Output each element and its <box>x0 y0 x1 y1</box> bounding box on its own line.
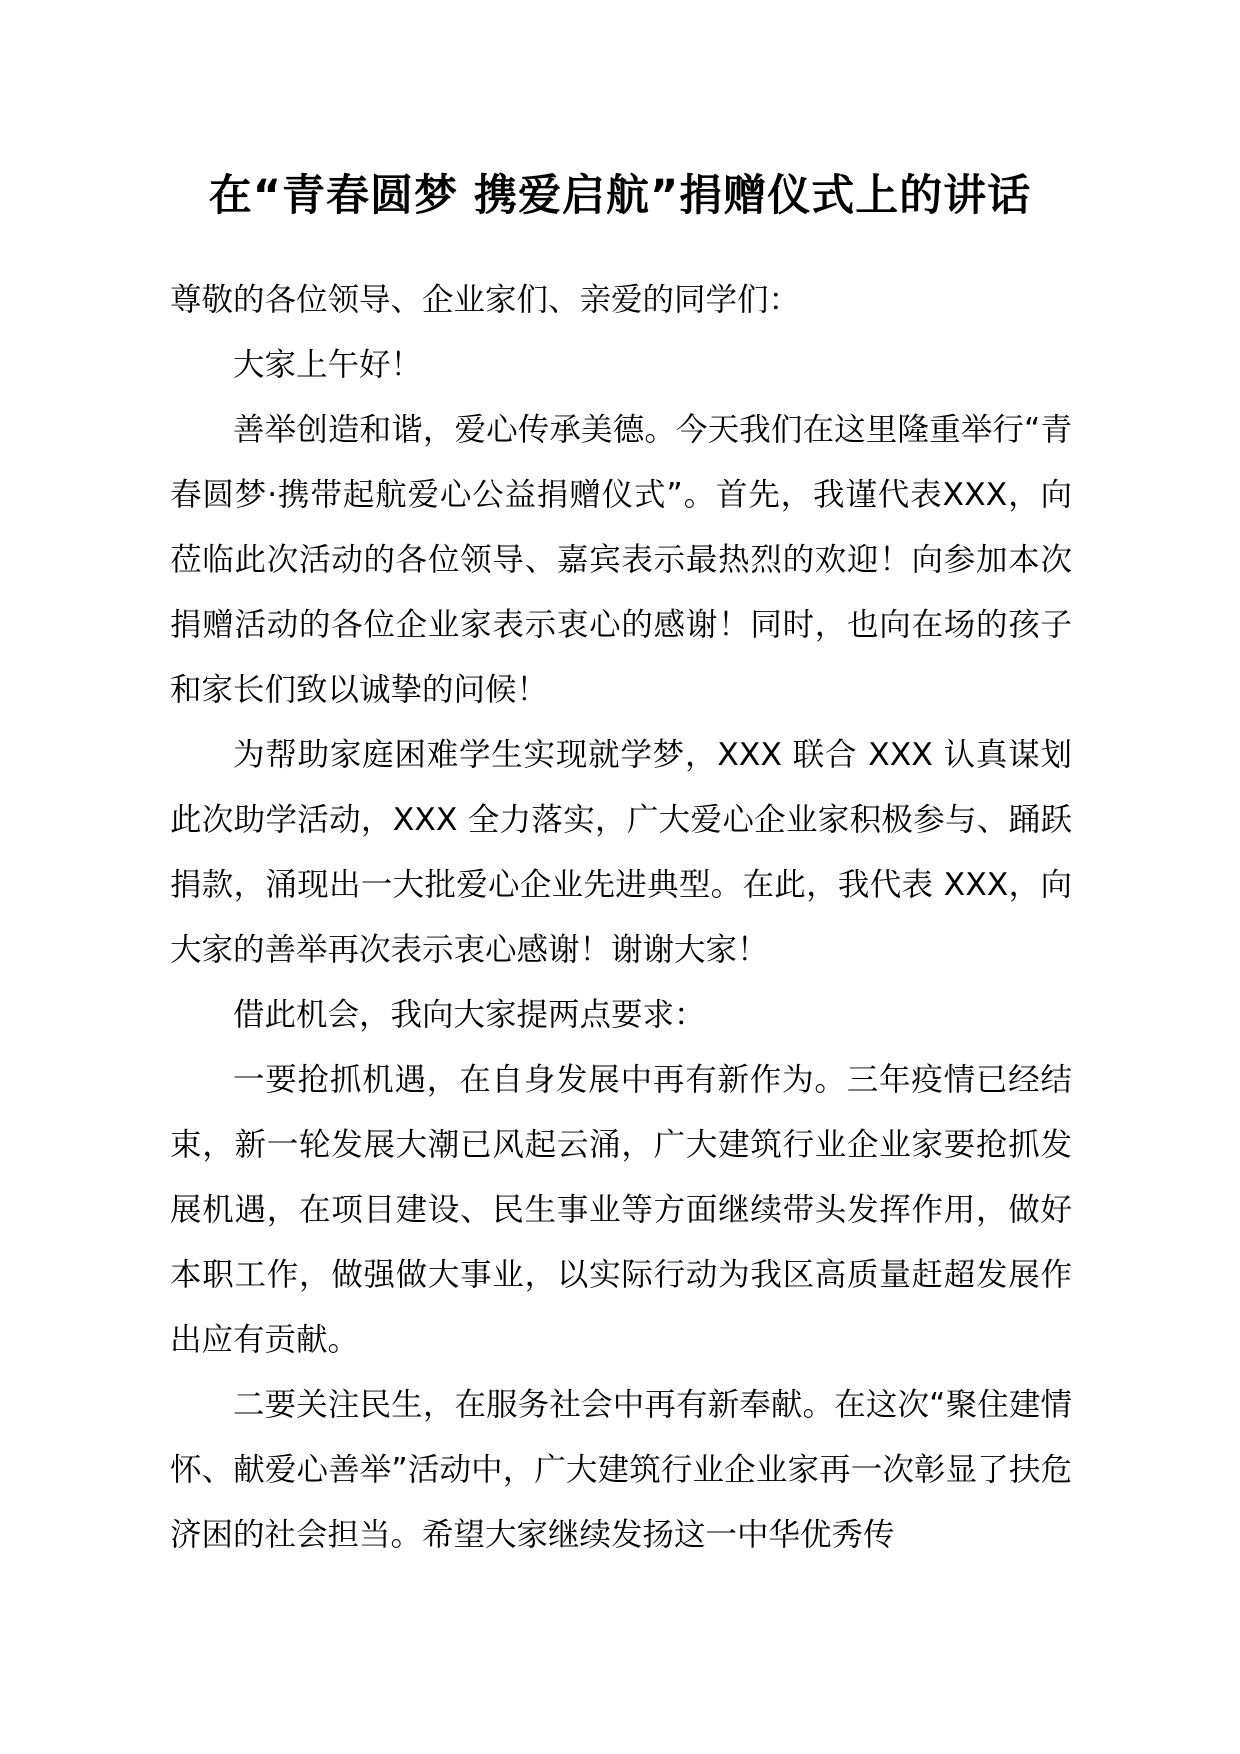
document-title: 在“青春圆梦 携爱启航”捐赠仪式上的讲话 <box>208 171 1032 221</box>
paragraph-greeting: 大家上午好！ <box>233 347 423 383</box>
salutation: 尊敬的各位领导、企业家们、亲爱的同学们： <box>170 282 801 318</box>
paragraph-thanks: 为帮助家庭困难学生实现就学梦，XXX 联合 XXX 认真谋划此次助学活动，XXX 全力落实，广大爱心企业家积极参与、踊跃捐款，涌现出一大批爱心企业先进典型。在此，我代表 XXX，向大家的善举再次表示衷心感谢！谢谢大家！ <box>170 737 1072 968</box>
paragraph-requirements-intro: 借此机会，我向大家提两点要求： <box>233 997 706 1033</box>
paragraph-requirement-two: 二要关注民生，在服务社会中再有新奉献。在这次“聚住建情怀、献爱心善举”活动中，广大建筑行业企业家再一次彰显了扶危济困的社会担当。希望大家继续发扬这一中华优秀传 <box>170 1387 1072 1553</box>
paragraph-welcome: 善举创造和谐，爱心传承美德。今天我们在这里隆重举行“青春圆梦·携带起航爱心公益捐赠仪式”。首先，我谨代表XXX，向莅临此次活动的各位领导、嘉宾表示最热烈的欢迎！向参加本次捐赠活动的各位企业家表示衷心的感谢！同时，也向在场的孩子和家长们致以诚挚的问候！ <box>170 412 1072 708</box>
paragraph-requirement-one: 一要抢抓机遇，在自身发展中再有新作为。三年疫情已经结束，新一轮发展大潮已风起云涌，广大建筑行业企业家要抢抓发展机遇，在项目建设、民生事业等方面继续带头发挥作用，做好本职工作，做强做大事业，以实际行动为我区高质量赶超发展作出应有贡献。 <box>170 1062 1072 1358</box>
document-body <box>170 268 1072 1568</box>
